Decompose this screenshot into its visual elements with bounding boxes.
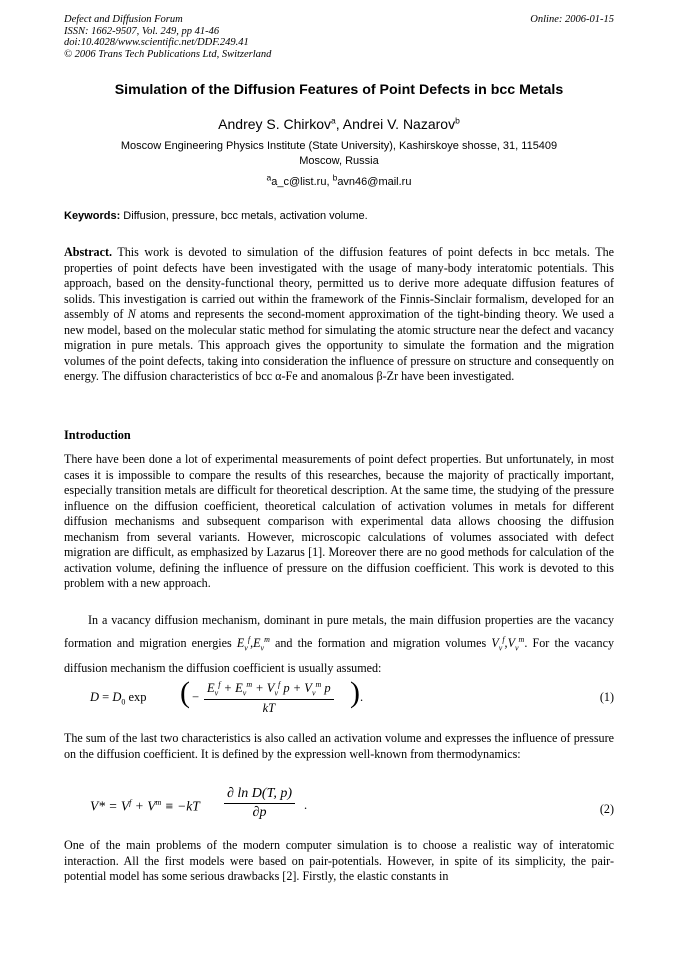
equation-2-lhs: $V* = V^f + V^m \equiv -kT$ [90, 798, 200, 814]
formation-migration-energies: $E_v^f,E_v^m$ [236, 635, 270, 653]
equation-1-left-paren: ( [180, 676, 190, 709]
formation-migration-volumes: $V_v^f,V_v^m$ [491, 635, 525, 653]
author-list [64, 116, 614, 132]
affiliation [64, 139, 614, 168]
equation-1-minus: − [192, 690, 200, 704]
author-2-sup: b [455, 115, 460, 126]
equation-1-right-paren: ) [350, 676, 360, 709]
email-a[interactable]: a_c@list.ru [271, 176, 327, 188]
intro-p2-text-a: In a vacancy diffusion mechanism, dominant in pure metals, the main diffusion properties are the vacancy formation and migration energies [64, 613, 614, 651]
equation-2 [64, 786, 614, 830]
author-2: Andrei V. Nazarov [342, 116, 456, 132]
equation-1-fraction: $E_v^f + E_v^m + V_v^f$ $p + V_v^m$ p kT [204, 680, 334, 716]
keywords-text: Diffusion, pressure, bcc metals, activation volume. [120, 210, 368, 222]
keywords-label: Keywords: [64, 210, 121, 222]
author-1-sup: a [331, 115, 336, 126]
section-introduction-heading: Introduction [64, 428, 131, 442]
journal-doi: doi:10.4028/www.scientific.net/DDF.249.41 [64, 37, 249, 49]
equation-1-number: (1) [599, 690, 614, 704]
author-separator: , [335, 116, 343, 132]
intro-paragraph-2 [64, 610, 614, 678]
journal-issn: ISSN: 1662-9507, Vol. 249, pp 41-46 [64, 25, 220, 37]
intro-p2-text-c: . For the vacancy diffusion mechanism the diffusion coefficient is usually assumed: [64, 636, 614, 676]
journal-name: Defect and Diffusion Forum [64, 14, 183, 25]
email-a-sup: a [266, 172, 272, 183]
online-date: Online: 2006-01-15 [530, 14, 614, 25]
equation-1 [64, 676, 614, 720]
equation-1-dot: . [360, 690, 364, 704]
paper-title: Simulation of the Diffusion Features of Point Defects in bcc Metals [114, 82, 564, 98]
equation-2-fraction: $\frac{\text{∂ ln D(T, p)}}{\partial p}$ [224, 786, 295, 821]
intro-paragraph-1: There have been done a lot of experimental measurements of point defect properties. But unfortunately, in most cases it is impossible to compare the results of this researches, because the majority of practically important, especially transition metals are difficult for theoretical description. At the same time, the studying of the pressure influence on the diffusion coefficient, theoretical calculation of activation volumes in metals for different diffusion mechanisms and subsequent comparison with experimental data allows choosing the diffusion mechanism from several variants. However, microscopic calculations of volumes associated with defect migration are difficult, as emphasized by Lazarus [1]. Moreover there are no good methods for calculation of the activation volume, defining the influence of pressure on the diffusion coefficient. This work is devoted to this problem with a new approach. [64, 452, 614, 590]
keywords [64, 210, 614, 222]
email-b[interactable]: avn46@mail.ru [337, 176, 412, 188]
affiliation-line-2: Moscow, Russia [299, 154, 379, 167]
equation-2-dot: . [304, 798, 308, 812]
abstract-label: Abstract. [64, 245, 113, 259]
journal-copyright: © 2006 Trans Tech Publications Ltd, Switzerland [64, 48, 272, 60]
abstract [64, 245, 614, 385]
intro-paragraph-4: One of the main problems of the modern computer simulation is to choose a realistic way of interatomic interaction. All the first models were based on pair-potentials. However, in spite of its simplicity, the pair-potential model has some serious drawbacks [2]. Firstly, the elastic constants in [64, 838, 614, 883]
equation-1-body: $D = D_0$ exp [90, 690, 147, 707]
intro-paragraph-3: The sum of the last two characteristics is also called an activation volume and expresses the influence of pressure on the diffusion coefficient. It is defined by the expression well-known from thermodynamics: [64, 731, 614, 761]
abstract-text-2: atoms and represents the second-moment approximation of the tight-binding theory. We used a new model, based on the molecular static method for simulating the atomic structure near the defect and vacancy migration in pure metals. This approach gives the opportunity to simulate the formation and the migration volumes of the point defects, taking into consideration the influence of pressure on structure and consequently on energy. The diffusion characteristics of bcc α-Fe and anomalous β-Zr have been investigated. [64, 307, 614, 383]
journal-header [64, 14, 271, 60]
abstract-text-1: This work is devoted to simulation of the diffusion features of point defects in bcc metals. The properties of point defects have been investigated with the usage of many-body interatomic potentials. This approach, based on the density-functional theory, permitted us to derive more adequate diffusion features of solids. This investigation is carried out within the framework of the Finnis-Sinclair formalism, developed for an assembly of [64, 245, 614, 321]
email-b-sup: b [332, 172, 338, 183]
intro-p2-text-b: and the formation and migration volumes [275, 636, 492, 651]
abstract-n-symbol: N [127, 307, 136, 321]
email-separator: , [326, 176, 333, 188]
author-emails [64, 172, 614, 188]
author-1: Andrey S. Chirkov [218, 116, 331, 132]
equation-2-number: (2) [599, 802, 614, 816]
affiliation-line-1: Moscow Engineering Physics Institute (State University), Kashirskoye shosse, 31, 115409 [120, 140, 558, 152]
